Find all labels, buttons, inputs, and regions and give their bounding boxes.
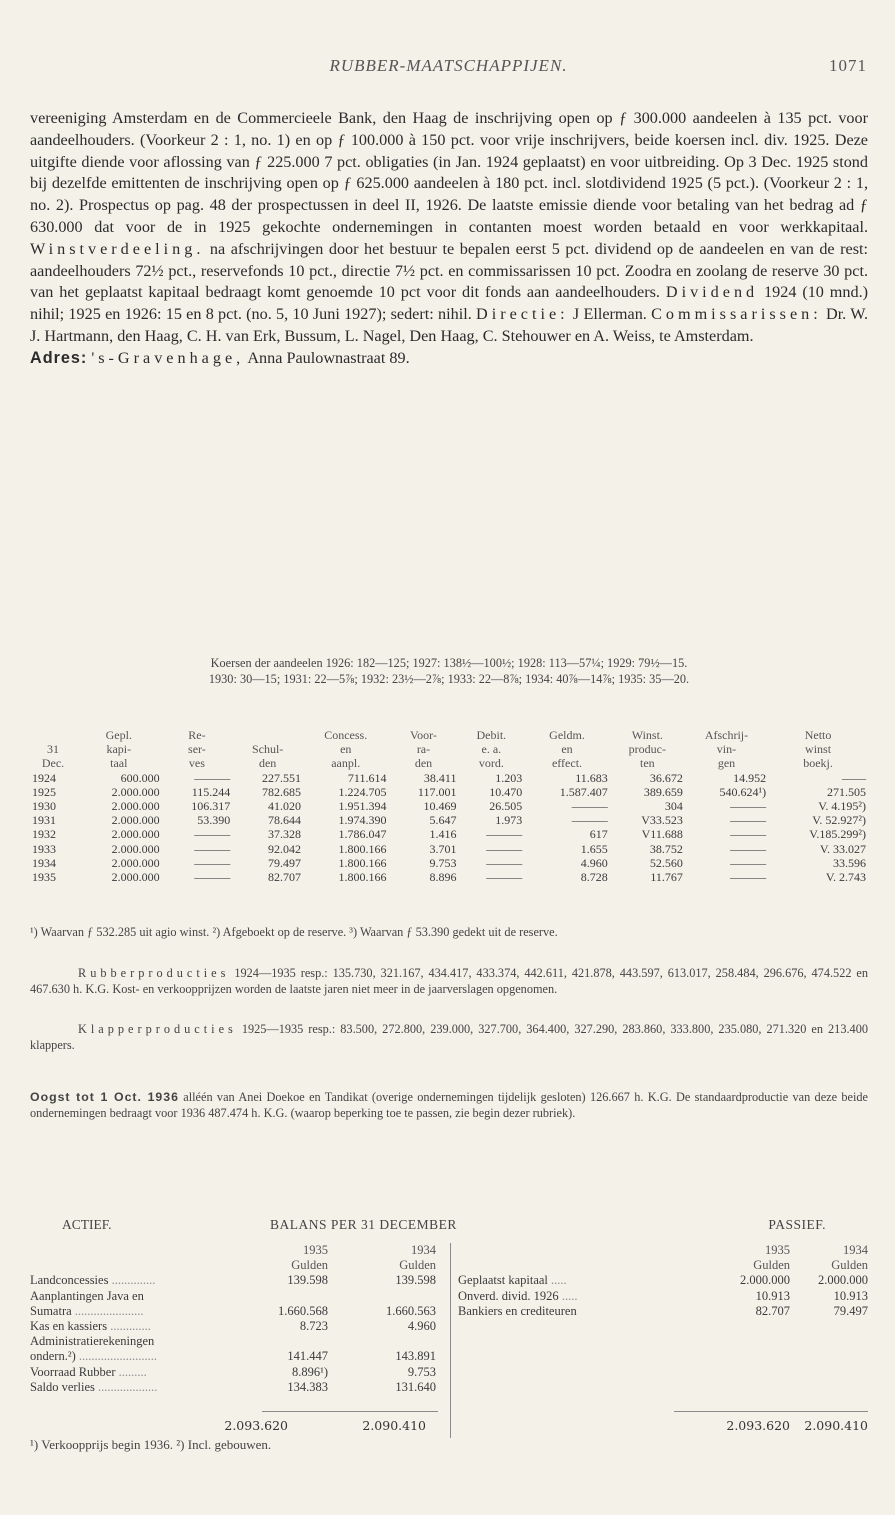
oogst-text: alléén van Anei Doekoe en Tandikat (overige ondernemingen tijdelijk gesloten) 126.667 h. K.G. De standaardproductie van deze beide ondernemingen bedraagt voor 1936 487.474 h. K.G. (waarop beperking toe te passen, zie begin dezer rubriek).	[30, 1090, 869, 1120]
table-cell: 1.786.047	[338, 827, 387, 842]
table-cell: 1925	[32, 784, 56, 799]
table-cell: 9.753	[429, 855, 457, 870]
col-header-line: Debit.	[476, 728, 507, 742]
actief-value-1935: 8.723	[299, 1318, 328, 1333]
table-cell: 1935	[32, 870, 56, 885]
emission-text: vereeniging Amsterdam en de Commercieele Bank, den Haag de inschrijving open op ƒ 300.000 aandeelen à 135 pct. voor aandeelhouders. (Voorkeur 2 : 1, no. 1) en op ƒ 100.000 à 150 pct. voor vrije inschrijvers, beide koersen incl. div. 1925. Deze uitgifte diende voor aflossing van ƒ 225.000 7 pct. obligaties (in Jan. 1924 geplaatst) en voor uitbreiding. Op 3 Dec. 1925 stond bij dezelfde emittenten de inschrijving open op ƒ 625.000 aandeelen à 180 pct. incl. slotdividend 1925 (5 pct.). (Voorkeur 2 : 1, no. 2). Prospectus op pag. 48 der prospectussen in deel II, 1926. De laatste emissie diende voor betaling van het bedrag ad ƒ 630.000 dat voor de in 1925 gekochte ondernemingen in contanten moest worden betaald en voor werkkapitaal.	[30, 109, 868, 236]
table-cell: 304	[664, 799, 683, 814]
col-header-line: kapi-	[106, 742, 132, 757]
actief-label	[30, 1349, 157, 1364]
table-cell: 117.001	[417, 784, 457, 799]
table-cell: 92.042	[267, 841, 301, 856]
commissarissen-text: Dr. W. J. Hartmann, den Haag, C. H. van Erk, Bussum, L. Nagel, Den Haag, C. Stehouwer en A. Weiss, te Amsterdam.	[30, 305, 869, 345]
table-cell: 711.614	[347, 770, 387, 785]
col-header-line: vord.	[478, 756, 504, 771]
table-cell: 37.328	[267, 827, 301, 842]
col-header	[685, 728, 768, 771]
table-cell: ———	[486, 870, 523, 885]
table-cell: ———	[194, 827, 231, 842]
col-header-line: vin-	[716, 742, 737, 757]
table-cell: 11.683	[575, 770, 608, 785]
col-header	[768, 728, 868, 771]
col-header-line: 31	[47, 742, 60, 757]
balans-heading	[30, 1217, 868, 1237]
table-cell: ———	[571, 813, 608, 828]
table-row	[30, 771, 868, 785]
col-header-line: en	[340, 742, 352, 757]
table-cell: ———	[194, 841, 231, 856]
passief-value-1934: 2.000.000	[818, 1273, 868, 1288]
table-cell: 1.973	[495, 813, 523, 828]
passief-label	[458, 1273, 567, 1288]
actief-unit-1: Gulden	[291, 1258, 328, 1273]
table-cell: 2.000.000	[111, 799, 160, 814]
passief-row	[458, 1273, 868, 1288]
actief-year-1934: 1934	[411, 1243, 436, 1257]
table-cell: 53.390	[197, 813, 231, 828]
col-header-line: Gepl.	[105, 728, 132, 742]
balans-divider	[450, 1243, 451, 1438]
actief-row	[30, 1380, 448, 1395]
table-cell: 82.707	[267, 870, 301, 885]
table-cell: 2.000.000	[111, 813, 160, 828]
actief-label	[30, 1365, 147, 1380]
col-header	[232, 728, 303, 771]
passief-value-1934: 79.497	[833, 1303, 868, 1318]
table-cell: 1930	[32, 799, 56, 814]
table-cell: 106.317	[191, 799, 231, 814]
actief-leader-dots: ......................	[71, 1303, 144, 1318]
table-cell: ———	[730, 855, 767, 870]
col-header-line: Voor-	[410, 728, 437, 742]
table-cell: ———	[194, 870, 231, 885]
col-header-line: e. a.	[481, 742, 502, 757]
actief-leader-dots: ..............	[108, 1273, 156, 1288]
table-row	[30, 870, 868, 884]
total-actief-1935: 2.093.620	[224, 1418, 288, 1433]
col-header-line: Schul-	[251, 742, 284, 757]
actief-value-1934: 1.660.563	[386, 1303, 436, 1318]
balans-footnote: ¹) Verkoopprijs begin 1936. ²) Incl. gebouwen.	[30, 1437, 272, 1452]
koersen-block	[30, 656, 868, 687]
col-header-line: Dec.	[41, 756, 65, 771]
actief-value-1935: 8.896¹)	[291, 1364, 328, 1379]
col-header	[388, 728, 458, 771]
oogst-block	[30, 1090, 868, 1121]
total-passief-1934: 2.090.410	[804, 1418, 868, 1433]
table-cell: 38.411	[423, 770, 457, 785]
dividend-text: 1924 (10 mnd.) nihil; 1925 en 1926: 15 en 8 pct. (no. 5, 10 Juni 1927); sedert: nihil.	[30, 283, 869, 324]
klapper-text: 1925—1935 resp.: 83.500, 272.800, 239.000, 327.700, 364.400, 327.290, 283.860, 333.800, 235.080, 271.320 en 213.400 klappers.	[30, 1022, 868, 1052]
table-cell: 1.951.394	[338, 799, 387, 814]
company-description	[30, 108, 868, 370]
table-row	[30, 799, 868, 813]
actief-row	[30, 1365, 448, 1380]
actief-unit-2: Gulden	[399, 1258, 436, 1273]
actief-leader-dots: .........................	[75, 1349, 157, 1364]
table-cell: 3.701	[429, 841, 457, 856]
actief-leader-dots: .........	[115, 1364, 147, 1379]
table-cell: 2.000.000	[111, 827, 160, 842]
table-cell: 36.672	[649, 770, 683, 785]
table-cell: ———	[730, 799, 767, 814]
rubber-text: 1924—1935 resp.: 135.730, 321.167, 434.417, 433.374, 442.611, 421.878, 443.597, 613.017, 258.484, 296.676, 474.522 en 467.630 h. K.G. Kost- en verkoopprijzen worden de laatste jaren niet meer in de jaarverslagen opgenomen.	[30, 966, 868, 996]
table-cell: ———	[730, 841, 767, 856]
financial-table	[30, 728, 868, 884]
actief-value-1934: 4.960	[407, 1318, 436, 1333]
table-row	[30, 813, 868, 827]
col-header-line: Re-	[188, 728, 206, 742]
table-cell: 1.800.166	[338, 855, 387, 870]
col-header	[162, 728, 233, 771]
directie-text: J Ellerman.	[572, 305, 647, 324]
table-cell: 115.244	[191, 784, 231, 799]
table-cell: 1.800.166	[338, 841, 387, 856]
table-cell: 26.505	[489, 799, 523, 814]
passief-label	[458, 1304, 577, 1319]
table-cell: ———	[730, 870, 767, 885]
actief-year-1935: 1935	[303, 1243, 328, 1257]
koersen-line-1: Koersen der aandeelen 1926: 182—125; 1927: 138½—100½; 1928: 113—57¼; 1929: 79½—15.	[210, 656, 688, 670]
oogst-label: Oogst tot 1 Oct. 1936	[30, 1090, 179, 1104]
table-cell: 10.470	[489, 784, 523, 799]
col-header-line: Winst.	[631, 728, 663, 742]
passief-label	[458, 1289, 577, 1304]
col-header-line: aanpl.	[331, 756, 361, 771]
col-header	[610, 728, 685, 771]
col-header-line: winst	[805, 742, 832, 757]
col-header-line: boekj.	[803, 756, 833, 771]
actief-label-text: Aanplantingen Java en	[30, 1288, 144, 1303]
table-cell: 1.655	[580, 841, 608, 856]
rubber-productie	[30, 966, 868, 997]
passief-value-1935: 2.000.000	[740, 1273, 790, 1288]
actief-value-1934: 131.640	[395, 1379, 436, 1394]
passief-row	[458, 1289, 868, 1304]
col-header	[303, 728, 389, 771]
table-cell: 389.659	[643, 784, 683, 799]
col-header	[458, 728, 524, 771]
actief-leader-dots: ...................	[94, 1379, 158, 1394]
table-row	[30, 827, 868, 841]
table-cell: 10.469	[423, 799, 457, 814]
table-cell: V33.523	[641, 813, 683, 828]
table-cell: 782.685	[261, 784, 301, 799]
col-header-line: ves	[188, 756, 205, 771]
table-cell: 1.800.166	[338, 870, 387, 885]
col-header	[76, 728, 162, 771]
table-cell: 1924	[32, 770, 56, 785]
passief-year-1935: 1935	[765, 1243, 790, 1257]
passief-leader-dots: .....	[558, 1288, 578, 1303]
col-header-line: gen	[717, 756, 736, 771]
passief-label-text: Onverd. divid. 1926	[458, 1288, 559, 1303]
actief-label-text: Administratierekeningen	[30, 1334, 155, 1349]
total-actief-1934: 2.090.410	[362, 1418, 426, 1433]
actief-label-text: Kas en kassiers	[30, 1318, 108, 1333]
actief-row	[30, 1289, 448, 1304]
col-header-line: taal	[110, 756, 128, 771]
directie-label: Directie:	[476, 305, 569, 324]
passief-leader-dots: .....	[547, 1273, 567, 1288]
table-cell: 1.203	[495, 770, 523, 785]
table-cell: V. 33.027	[819, 841, 866, 856]
table-cell: 1.416	[429, 827, 457, 842]
adres-street: Anna Paulownastraat 89.	[247, 348, 410, 367]
col-header-line: ser-	[188, 742, 206, 757]
table-cell: 14.952	[733, 770, 767, 785]
table-cell: ———	[486, 841, 523, 856]
table-cell: 227.551	[261, 770, 301, 785]
table-row	[30, 785, 868, 799]
table-cell: ———	[194, 855, 231, 870]
passief-year-1934: 1934	[843, 1243, 868, 1257]
actief-label	[30, 1334, 154, 1349]
passief-total-rule	[674, 1411, 868, 1412]
table-cell: ———	[486, 827, 523, 842]
actief-value-1934: 143.891	[395, 1349, 436, 1364]
actief-column	[30, 1243, 448, 1395]
col-header-line: Concess.	[324, 728, 368, 742]
actief-title: ACTIEF.	[62, 1217, 112, 1232]
actief-label	[30, 1380, 157, 1395]
actief-row	[30, 1304, 448, 1319]
actief-value-1934: 139.598	[395, 1273, 436, 1288]
col-header-line: ra-	[416, 742, 431, 757]
actief-leader-dots: .............	[107, 1318, 151, 1333]
table-cell: 271.505	[827, 784, 866, 799]
col-header-line: den	[258, 756, 277, 771]
actief-label	[30, 1319, 151, 1334]
table-cell: 41.020	[267, 799, 301, 814]
table-cell: 2.000.000	[111, 870, 160, 885]
table-cell: 2.000.000	[111, 784, 160, 799]
balans-title: BALANS PER 31 DECEMBER	[270, 1217, 457, 1232]
winstverdeeling-text: na afschrijvingen door het bestuur te bepalen eerst 5 pct. dividend op de aandeelen en van de rest: aandeelhouders 72½ pct., reservefonds 10 pct., directie 7½ pct. en commissarissen 10 pct. Zoodra en zoolang de reserve 30 pct. van het geplaatst kapitaal bedraagt komt genoemde 10 pct voor dit fonds aan aandeelhouders.	[30, 239, 868, 302]
actief-row	[30, 1334, 448, 1349]
table-cell: V.185.299²)	[809, 827, 866, 842]
table-cell: 38.752	[649, 841, 683, 856]
table-cell: 8.728	[580, 870, 608, 885]
total-passief-1935: 2.093.620	[726, 1418, 790, 1433]
table-cell: 540.624¹)	[719, 784, 767, 799]
passief-column	[458, 1243, 868, 1319]
actief-label	[30, 1273, 155, 1288]
table-cell: 1931	[32, 813, 56, 828]
col-header	[524, 728, 610, 771]
table-cell: 1.974.390	[338, 813, 387, 828]
table-cell: 2.000.000	[111, 841, 160, 856]
table-cell: 1932	[32, 827, 56, 842]
table-cell: 1934	[32, 855, 56, 870]
passief-unit-1: Gulden	[753, 1258, 790, 1273]
actief-value-1935: 134.383	[287, 1379, 328, 1394]
actief-label-text: Voorraad Rubber	[30, 1364, 116, 1379]
col-header-line: ten	[639, 756, 655, 771]
balans-sheet	[30, 1243, 868, 1438]
passief-value-1935: 82.707	[755, 1303, 790, 1318]
balans-totals	[30, 1418, 868, 1434]
klapper-productie	[30, 1022, 868, 1053]
table-cell: ———	[194, 770, 231, 785]
winstverdeeling-label: Winstverdeeling.	[30, 239, 205, 258]
actief-row	[30, 1319, 448, 1334]
actief-label-text: Landconcessies	[30, 1273, 109, 1288]
passief-value-1934: 10.913	[833, 1288, 868, 1303]
table-row	[30, 842, 868, 856]
koersen-line-2: 1930: 30—15; 1931: 22—5⅞; 1932: 23½—2⅞; 1933: 22—8⅞; 1934: 40⅞—14⅞; 1935: 35—20.	[208, 671, 690, 686]
col-header-line: den	[414, 756, 433, 771]
actief-label-text: Saldo verlies	[30, 1379, 95, 1394]
col-header-line: en	[561, 742, 573, 757]
col-header-line: Geldm.	[549, 728, 585, 742]
col-header-line: effect.	[551, 756, 583, 771]
table-row	[30, 856, 868, 870]
passief-unit-2: Gulden	[831, 1258, 868, 1273]
table-cell: ———	[730, 827, 767, 842]
table-cell: 4.960	[580, 855, 608, 870]
table-cell: 33.596	[833, 855, 866, 870]
klapper-label: Klapperproducties	[78, 1022, 237, 1036]
col-header-line: Netto	[804, 728, 832, 742]
financial-table-header	[30, 728, 868, 771]
actief-total-rule	[262, 1411, 438, 1412]
actief-value-1935: 139.598	[287, 1273, 328, 1288]
table-cell: ———	[486, 855, 523, 870]
passief-label-text: Geplaatst kapitaal	[458, 1273, 548, 1288]
actief-value-1935: 1.660.568	[278, 1303, 328, 1318]
table-footnote: ¹) Waarvan ƒ 532.285 uit agio winst. ²) Afgeboekt op de reserve. ³) Waarvan ƒ 53.390 gedekt uit de reserve.	[30, 925, 558, 939]
passief-row	[458, 1304, 868, 1319]
table-cell: 1.224.705	[338, 784, 387, 799]
table-cell: V. 4.195²)	[818, 799, 866, 814]
actief-label	[30, 1289, 144, 1304]
running-head	[30, 56, 867, 80]
actief-label	[30, 1304, 144, 1319]
table-cell: 2.000.000	[111, 855, 160, 870]
actief-row	[30, 1349, 448, 1364]
financial-table-body	[30, 771, 868, 885]
table-cell: 600.000	[120, 770, 160, 785]
table-cell: 617	[589, 827, 608, 842]
table-cell: 1.587.407	[559, 784, 608, 799]
table-cell: ———	[571, 799, 608, 814]
table-cell: 11.767	[650, 870, 683, 885]
table-cell: V. 2.743	[825, 870, 866, 885]
running-title: RUBBER-MAATSCHAPPIJEN.	[329, 56, 568, 75]
actief-label-text: ondern.²)	[30, 1349, 76, 1364]
col-header-line: produc-	[628, 742, 666, 757]
adres-place: 's-Gravenhage,	[91, 348, 245, 367]
table-cell: 79.497	[267, 855, 301, 870]
table-cell: 78.644	[267, 813, 301, 828]
adres-label: Adres:	[30, 348, 88, 367]
table-cell: V11.688	[641, 827, 683, 842]
passief-label-text: Bankiers en crediteuren	[458, 1303, 577, 1318]
table-cell: ———	[730, 813, 767, 828]
actief-value-1934: 9.753	[407, 1364, 436, 1379]
table-cell: 1933	[32, 841, 56, 856]
commissarissen-label: Commissarissen:	[651, 305, 822, 324]
dividend-label: Dividend	[665, 283, 759, 302]
table-cell: 8.896	[429, 870, 457, 885]
table-cell: 52.560	[649, 855, 683, 870]
page-number: 1071	[829, 56, 867, 75]
rubber-label: Rubberproducties	[78, 966, 230, 980]
table-cell: V. 52.927²)	[812, 813, 866, 828]
col-header	[30, 728, 76, 771]
passief-title: PASSIEF.	[768, 1217, 826, 1232]
col-header-line: Afschrij-	[704, 728, 749, 742]
actief-row	[30, 1273, 448, 1288]
actief-value-1935: 141.447	[287, 1349, 328, 1364]
passief-value-1935: 10.913	[755, 1288, 790, 1303]
actief-label-text: Sumatra	[30, 1303, 72, 1318]
table-cell: 5.647	[429, 813, 457, 828]
table-cell: ——	[842, 770, 866, 785]
